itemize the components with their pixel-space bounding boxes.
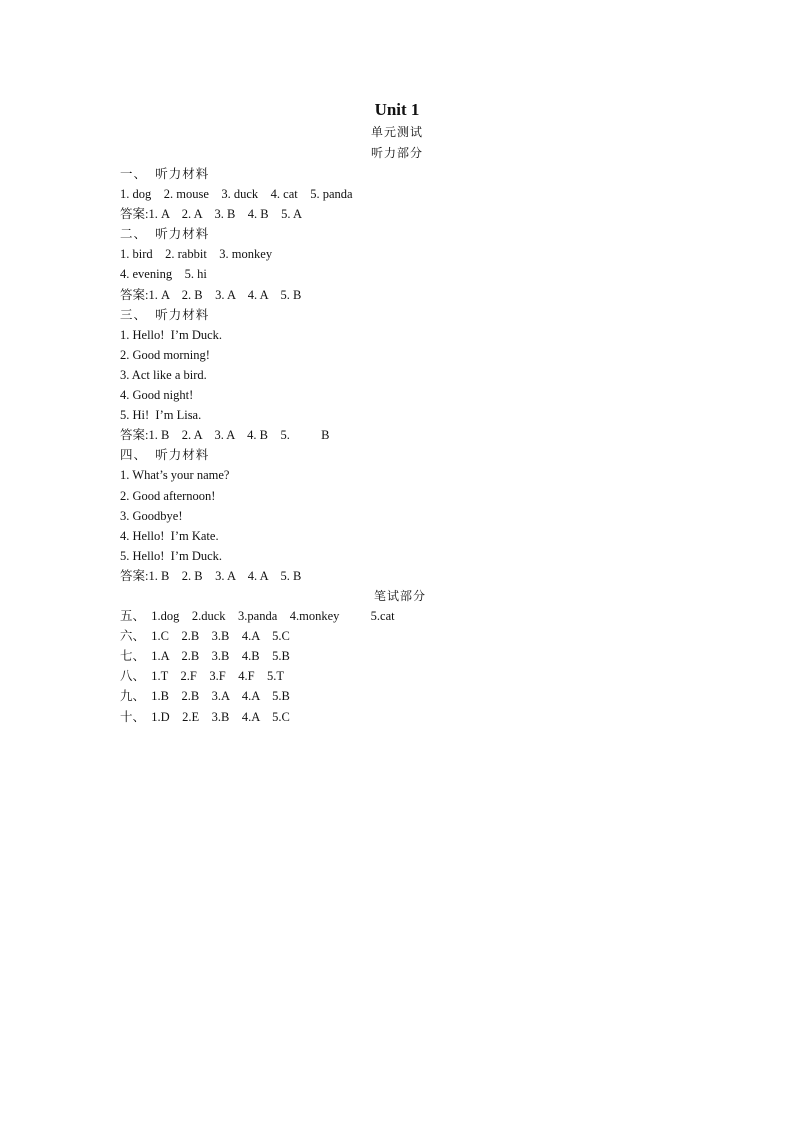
text-line: 三、 听力材料 — [120, 307, 210, 322]
text-line: 5. Hello! I’m Duck. — [120, 548, 223, 563]
text-line: 4. Hello! I’m Kate. — [120, 528, 219, 543]
page-title: Unit 1 — [374, 100, 420, 119]
text-line: 四、 听力材料 — [120, 448, 210, 463]
text-line: 1. bird 2. rabbit 3. monkey — [120, 247, 273, 262]
text-line: 八、 1.T 2.F 3.F 4.F 5.T — [120, 669, 285, 684]
section-subtitle-listening: 听力部分 — [370, 146, 423, 160]
text-line: 笔试部分 — [373, 588, 426, 603]
section-subtitle-unit-test: 单元测试 — [370, 125, 423, 139]
text-line: 答案:1. B 2. A 3. A 4. B 5. B — [120, 428, 330, 443]
text-line: 1. dog 2. mouse 3. duck 4. cat 5. panda — [120, 187, 353, 202]
text-line: 4. evening 5. hi — [120, 267, 207, 282]
text-line: 3. Goodbye! — [120, 508, 183, 523]
answer-content — [120, 164, 680, 727]
text-line: 五、 1.dog 2.duck 3.panda 4.monkey 5.cat — [120, 609, 395, 624]
text-line: 答案:1. A 2. A 3. B 4. B 5. A — [120, 207, 302, 222]
text-line: 1. What’s your name? — [120, 468, 230, 483]
text-line: 4. Good night! — [120, 388, 194, 403]
text-line: 七、 1.A 2.B 3.B 4.B 5.B — [120, 649, 290, 664]
text-line: 六、 1.C 2.B 3.B 4.A 5.C — [120, 629, 290, 644]
text-line: 答案:1. B 2. B 3. A 4. A 5. B — [120, 568, 302, 583]
text-line: 3. Act like a bird. — [120, 367, 207, 382]
text-line: 2. Good afternoon! — [120, 488, 216, 503]
text-line: 九、 1.B 2.B 3.A 4.A 5.B — [120, 689, 290, 704]
text-line: 二、 听力材料 — [120, 227, 210, 242]
text-line: 一、 听力材料 — [120, 167, 210, 181]
text-line: 答案:1. A 2. B 3. A 4. A 5. B — [120, 287, 302, 302]
text-line: 1. Hello! I’m Duck. — [120, 327, 223, 342]
text-line: 5. Hi! I’m Lisa. — [120, 408, 202, 423]
text-line: 十、 1.D 2.E 3.B 4.A 5.C — [120, 709, 290, 724]
text-line: 2. Good morning! — [120, 347, 210, 362]
